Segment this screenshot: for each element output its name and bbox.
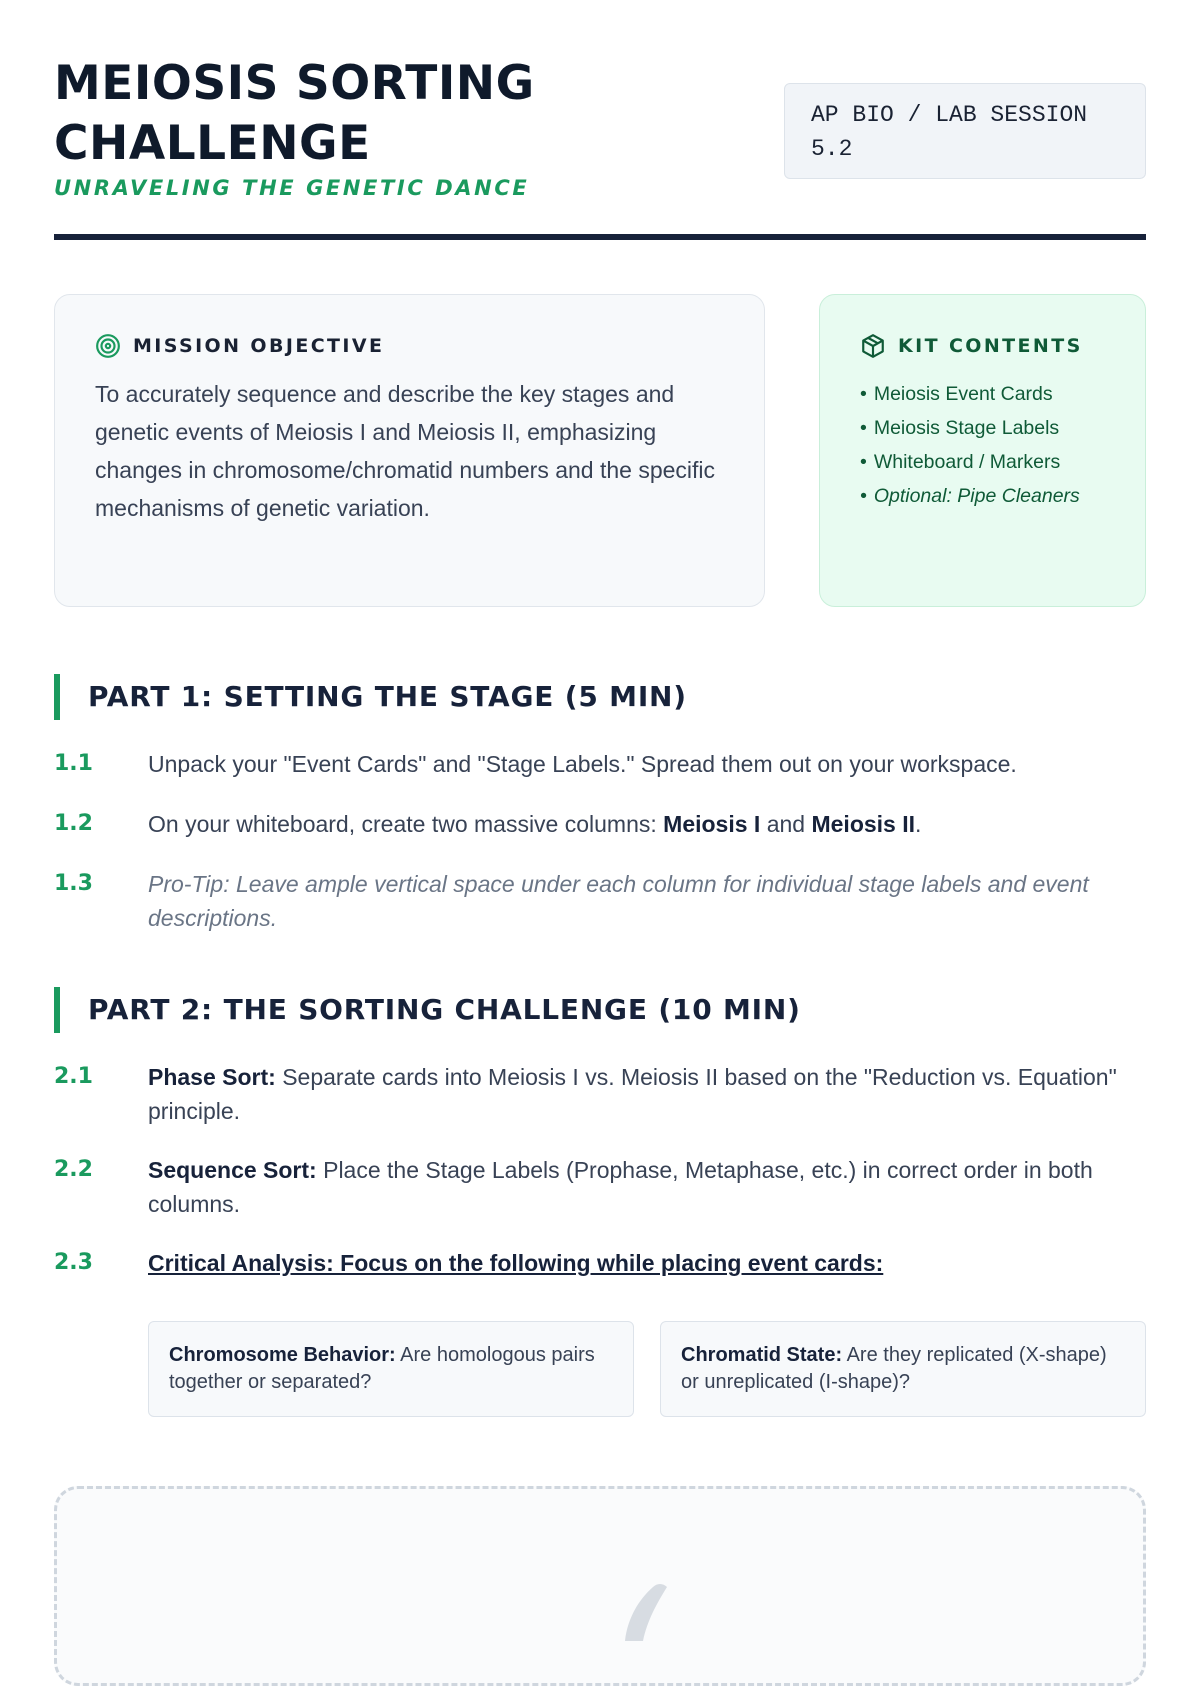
header xyxy=(54,0,1146,242)
step-number: 2.3 xyxy=(54,1250,93,1275)
mission-card xyxy=(54,294,765,607)
title-line-2: CHALLENGE xyxy=(54,116,371,171)
analysis-boxes xyxy=(148,1321,1146,1417)
step-number: 1.1 xyxy=(54,751,93,776)
info-cards xyxy=(54,294,1146,607)
meiosis-1-term: Meiosis I xyxy=(663,811,761,837)
page-subtitle: UNRAVELING THE GENETIC DANCE xyxy=(54,176,530,200)
pro-tip-text: Pro-Tip: Leave ample vertical space under each column for individual stage labels and event descriptions. xyxy=(148,871,1089,931)
step-number: 1.2 xyxy=(54,811,93,836)
kit-card xyxy=(819,294,1146,607)
session-line-2: 5.2 xyxy=(811,136,853,162)
step-text-part: . xyxy=(915,811,922,837)
session-badge xyxy=(784,83,1146,179)
worksheet-page xyxy=(54,0,1146,1393)
chromatid-state-box xyxy=(660,1321,1146,1417)
step-number: 2.1 xyxy=(54,1064,93,1089)
part-2-heading: PART 2: THE SORTING CHALLENGE (10 MIN) xyxy=(54,987,1146,1033)
kit-item: • Whiteboard / Markers xyxy=(860,445,1105,479)
step-label: Sequence Sort: xyxy=(148,1157,317,1183)
part-1-heading: PART 1: SETTING THE STAGE (5 MIN) xyxy=(54,674,1146,720)
analysis-label: Chromosome Behavior: xyxy=(169,1344,396,1366)
workspace-dropzone xyxy=(54,1486,1146,1686)
step-text xyxy=(148,1060,1146,1128)
chromosome-behavior-box xyxy=(148,1321,634,1417)
analysis-text: Are they replicated (X-shape) or unreplicated (I-shape)? xyxy=(681,1344,1107,1393)
kit-list xyxy=(860,377,1105,513)
step-text-part: and xyxy=(760,811,812,837)
mission-heading-label: MISSION OBJECTIVE xyxy=(133,335,385,357)
mission-heading xyxy=(95,333,724,359)
step-label: Phase Sort: xyxy=(148,1064,276,1090)
analysis-text: Are homologous pairs together or separated? xyxy=(169,1344,595,1393)
step-text xyxy=(148,1153,1146,1221)
step-text xyxy=(148,807,1146,841)
session-line-1: AP BIO / LAB SESSION xyxy=(811,102,1088,128)
title-line-1: MEIOSIS SORTING xyxy=(54,56,535,111)
step-text-part: On your whiteboard, create two massive columns: xyxy=(148,811,664,837)
critical-analysis-text: Critical Analysis: Focus on the following while placing event cards: xyxy=(148,1250,884,1276)
step-text-part: Place the Stage Labels (Prophase, Metaphase, etc.) in correct order in both columns. xyxy=(148,1157,1093,1217)
target-icon xyxy=(95,333,121,359)
header-divider xyxy=(54,234,1146,240)
step-text-part: Separate cards into Meiosis I vs. Meiosis II based on the "Reduction vs. Equation" principle. xyxy=(148,1064,1117,1124)
pencil-icon xyxy=(617,1581,677,1641)
kit-item-optional: • Optional: Pipe Cleaners xyxy=(860,479,1105,513)
step-number: 2.2 xyxy=(54,1157,93,1182)
mission-text: To accurately sequence and describe the key stages and genetic events of Meiosis I and Meiosis II, emphasizing changes in chromosome/chromatid numbers and the specific mechanisms of genetic variation. xyxy=(95,381,716,521)
step-number: 1.3 xyxy=(54,871,93,896)
analysis-label: Chromatid State: xyxy=(681,1344,843,1366)
page-title xyxy=(54,54,614,174)
package-icon xyxy=(860,333,886,359)
kit-item: • Meiosis Stage Labels xyxy=(860,411,1105,445)
step-text: Unpack your "Event Cards" and "Stage Labels." Spread them out on your workspace. xyxy=(148,751,1017,777)
kit-heading-label: KIT CONTENTS xyxy=(898,335,1083,357)
meiosis-2-term: Meiosis II xyxy=(811,811,916,837)
kit-item: • Meiosis Event Cards xyxy=(860,377,1105,411)
kit-heading xyxy=(860,333,1105,359)
